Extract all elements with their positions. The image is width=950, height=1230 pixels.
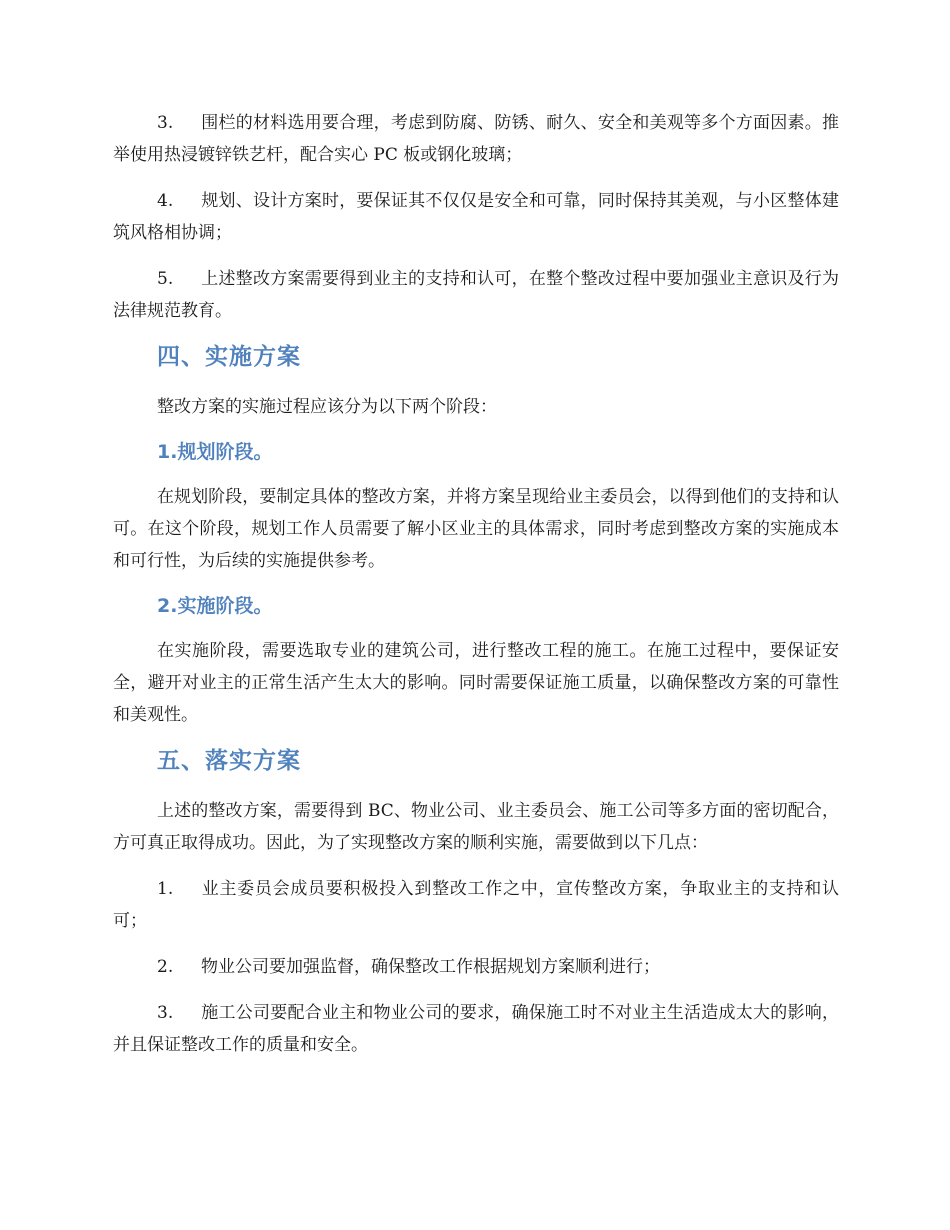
- list-item: [113, 263, 839, 327]
- list-item: [113, 997, 839, 1061]
- list-item-text: 规划、设计方案时，要保证其不仅仅是安全和可靠，同时保持其美观，与小区整体建筑风格相协调；: [113, 191, 839, 243]
- list-item-text: 业主委员会成员要积极投入到整改工作之中，宣传整改方案，争取业主的支持和认可；: [113, 879, 839, 931]
- subheading-execution-stage: 2.实施阶段。: [157, 595, 273, 617]
- list-item-text: 物业公司要加强监督，确保整改工作根据规划方案顺利进行；: [201, 957, 660, 977]
- execution-stage-paragraph: 在实施阶段，需要选取专业的建筑公司，进行整改工程的施工。在施工过程中，要保证安全，避开对业主的正常生活产生太大的影响。同时需要保证施工质量，以确保整改方案的可靠性和美观性。: [113, 641, 839, 725]
- requirements-list-bottom: [113, 873, 839, 1061]
- list-item: [113, 873, 839, 937]
- list-item-number: 1.: [157, 879, 174, 899]
- list-item-text: 围栏的材料选用要合理，考虑到防腐、防锈、耐久、安全和美观等多个方面因素。推举使用热浸镀锌铁艺杆，配合实心 PC 板或钢化玻璃；: [113, 113, 839, 165]
- planning-stage-paragraph: 在规划阶段，要制定具体的整改方案，并将方案呈现给业主委员会，以得到他们的支持和认可。在这个阶段，规划工作人员需要了解小区业主的具体需求，同时考虑到整改方案的实施成本和可行性，为后续的实施提供参考。: [113, 487, 839, 571]
- section-heading-landing: 五、落实方案: [157, 748, 301, 774]
- list-item: [113, 185, 839, 249]
- list-item-number: 2.: [157, 957, 174, 977]
- list-item-number: 4.: [157, 191, 174, 211]
- implementation-intro-paragraph: 整改方案的实施过程应该分为以下两个阶段：: [157, 397, 497, 417]
- list-item: [113, 951, 839, 983]
- list-item-number: 5.: [157, 269, 174, 289]
- subheading-planning-stage: 1.规划阶段。: [157, 441, 273, 463]
- landing-intro-paragraph: 上述的整改方案，需要得到 BC、物业公司、业主委员会、施工公司等多方面的密切配合，方可真正取得成功。因此，为了实现整改方案的顺利实施，需要做到以下几点：: [113, 801, 839, 853]
- document-body: [113, 107, 839, 1075]
- requirements-list-top: [113, 107, 839, 327]
- list-item-text: 上述整改方案需要得到业主的支持和认可，在整个整改过程中要加强业主意识及行为法律规范教育。: [113, 269, 839, 321]
- list-item: [113, 107, 839, 171]
- list-item-number: 3.: [157, 113, 174, 133]
- list-item-number: 3.: [157, 1003, 174, 1023]
- list-item-text: 施工公司要配合业主和物业公司的要求，确保施工时不对业主生活造成太大的影响，并且保证整改工作的质量和安全。: [113, 1003, 839, 1055]
- section-heading-implementation: 四、实施方案: [157, 344, 301, 370]
